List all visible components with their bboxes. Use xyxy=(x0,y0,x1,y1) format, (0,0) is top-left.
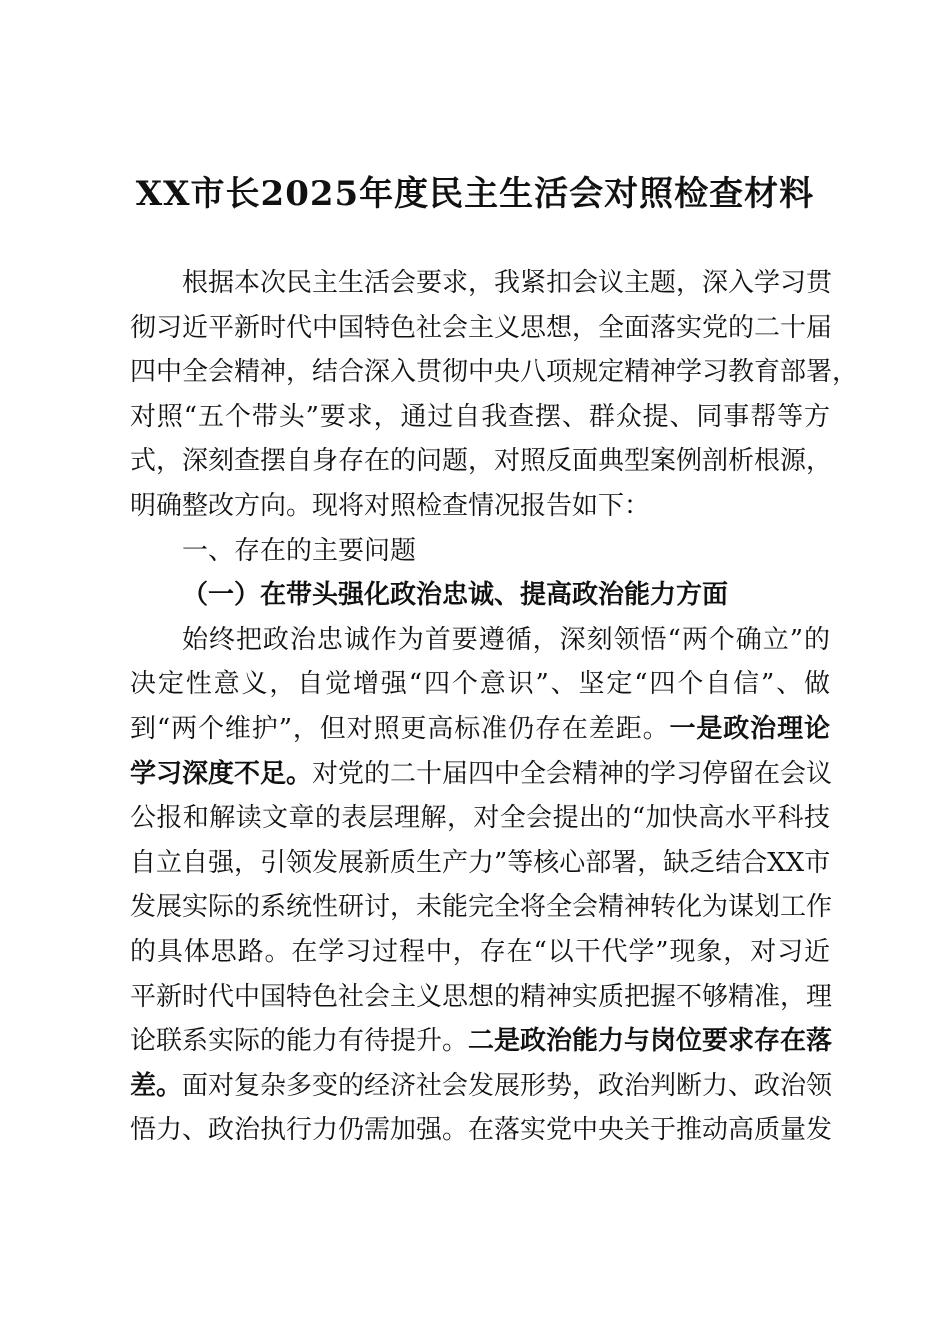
text-run: 到“两个维护”，但对照更高标准仍存在差距。 xyxy=(130,713,670,744)
bold-text: （一）在带头强化政治忠诚、提高政治能力方面 xyxy=(182,580,729,611)
text-line xyxy=(130,1064,833,1109)
text-line xyxy=(130,885,833,930)
text-line xyxy=(130,1108,833,1153)
text-run: 悟力、政治执行力仍需加强。在落实党中央关于推动高质量发 xyxy=(130,1115,833,1146)
text-run: 论联系实际的能力有待提升。 xyxy=(130,1026,469,1057)
text-run: 决定性意义，自觉增强“四个意识”、坚定“四个自信”、做 xyxy=(130,669,830,700)
text-run: 式，深刻查摆自身存在的问题，对照反面典型案例剖析根源， xyxy=(130,446,833,477)
text-line xyxy=(130,395,830,440)
text-line xyxy=(130,930,830,975)
text-run: 根据本次民主生活会要求，我紧扣会议主题，深入学习贯 xyxy=(182,268,833,298)
text-line xyxy=(130,841,830,886)
section-heading xyxy=(130,573,830,618)
text-run: 四中全会精神，结合深入贯彻中央八项规定精神学习教育部署， xyxy=(130,357,859,388)
text-line xyxy=(130,484,830,529)
text-run: 明确整改方向。现将对照检查情况报告如下： xyxy=(130,490,651,521)
bold-text: 学习深度不足。 xyxy=(130,758,313,789)
document-body xyxy=(130,261,859,1153)
text-line xyxy=(130,752,833,797)
text-run: 公报和解读文章的表层理解，对全会提出的“加快高水平科技 xyxy=(130,803,830,834)
text-run: 的具体思路。在学习过程中，存在“以干代学”现象，对习近 xyxy=(130,936,830,967)
document-title: XX市长2025年度民主生活会对照检查材料 xyxy=(135,174,815,214)
text-run: 面对复杂多变的经济社会发展形势，政治判断力、政治领 xyxy=(182,1070,833,1101)
text-line xyxy=(130,662,830,707)
text-line xyxy=(130,261,833,306)
text-line xyxy=(130,707,830,752)
text-line xyxy=(130,439,833,484)
text-line xyxy=(130,618,830,663)
text-run: 对党的二十届四中全会精神的学习停留在会议 xyxy=(312,758,833,789)
text-run: 发展实际的系统性研讨，未能完全将全会精神转化为谋划工作 xyxy=(130,892,833,923)
bold-text: 一是政治理论 xyxy=(669,713,830,744)
text-line xyxy=(130,796,830,841)
text-run: 平新时代中国特色社会主义思想的精神实质把握不够精准，理 xyxy=(130,981,833,1012)
bold-text: 二是政治能力与岗位要求存在落 xyxy=(468,1026,833,1057)
bold-text: 差。 xyxy=(130,1070,183,1101)
text-run: 自立自强，引领发展新质生产力”等核心部署，缺乏结合XX市 xyxy=(130,847,831,878)
text-run: 始终把政治忠诚作为首要遵循，深刻领悟“两个确立”的 xyxy=(182,624,830,655)
text-line xyxy=(130,350,859,395)
section-heading xyxy=(130,529,830,574)
text-line xyxy=(130,975,833,1020)
text-run: 一、存在的主要问题 xyxy=(182,535,417,566)
text-run: 对照“五个带头”要求，通过自我查摆、群众提、同事帮等方 xyxy=(130,401,830,432)
text-line xyxy=(130,1019,833,1064)
text-run: 彻习近平新时代中国特色社会主义思想，全面落实党的二十届 xyxy=(130,312,833,343)
text-line xyxy=(130,306,833,351)
